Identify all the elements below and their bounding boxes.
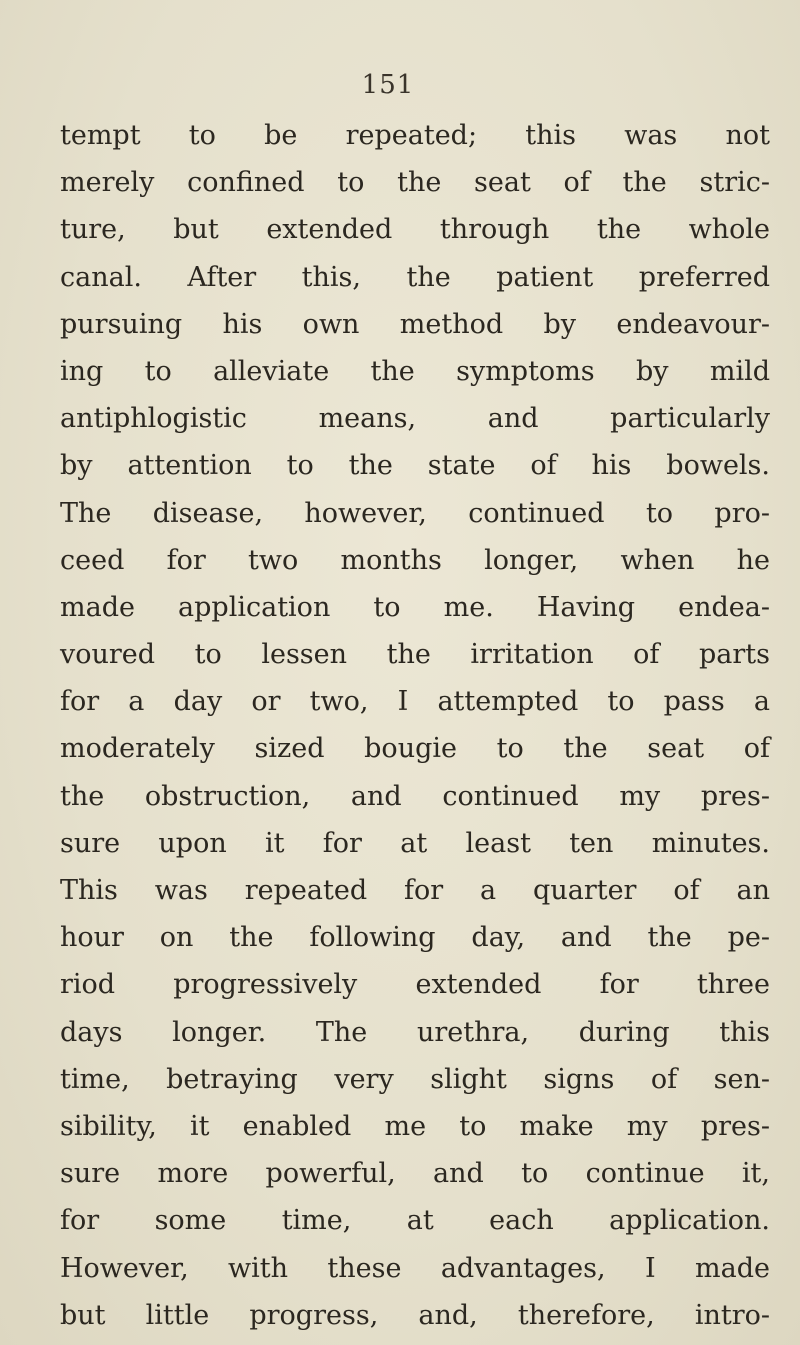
text-line: hour on the following day, and the pe- [60, 922, 770, 954]
text-line: for some time, at each application. [60, 1205, 770, 1237]
text-line: canal. After this, the patient preferred [60, 261, 770, 293]
text-line: days longer. The urethra, during this [60, 1016, 770, 1048]
text-line: the obstruction, and continued my pres- [60, 780, 770, 812]
page-number: 151 [361, 70, 415, 100]
text-line: sibility, it enabled me to make my pres- [60, 1110, 770, 1142]
text-line: moderately sized bougie to the seat of [60, 733, 770, 765]
text-line: This was repeated for a quarter of an [60, 875, 770, 906]
text-line: voured to lessen the irritation of parts [60, 639, 770, 671]
text-line: pursuing his own method by endeavour- [60, 308, 770, 340]
text-line: ceed for two months longer, when he [60, 544, 770, 576]
text-line: However, with these advantages, I made [60, 1252, 770, 1284]
text-line: merely confined to the seat of the stric- [60, 167, 770, 199]
text-line: antiphlogistic means, and particularly [60, 403, 770, 435]
text-line: by attention to the state of his bowels. [60, 450, 770, 482]
text-line: tempt to be repeated; this was not [60, 120, 770, 151]
text-line: sure upon it for at least ten minutes. [60, 827, 770, 859]
text-line: but little progress, and, therefore, intro- [60, 1299, 770, 1331]
text-line: time, betraying very slight signs of sen- [60, 1063, 770, 1095]
text-line: sure more powerful, and to continue it, [60, 1158, 770, 1190]
text-line: riod progressively extended for three [60, 969, 770, 1001]
body-text [60, 112, 770, 1339]
text-line: ing to alleviate the symptoms by mild [60, 355, 770, 387]
text-line: ture, but extended through the whole [60, 214, 770, 246]
text-line: made application to me. Having endea- [60, 591, 770, 623]
text-line: The disease, however, continued to pro- [60, 497, 770, 529]
text-line: for a day or two, I attempted to pass a [60, 686, 770, 718]
